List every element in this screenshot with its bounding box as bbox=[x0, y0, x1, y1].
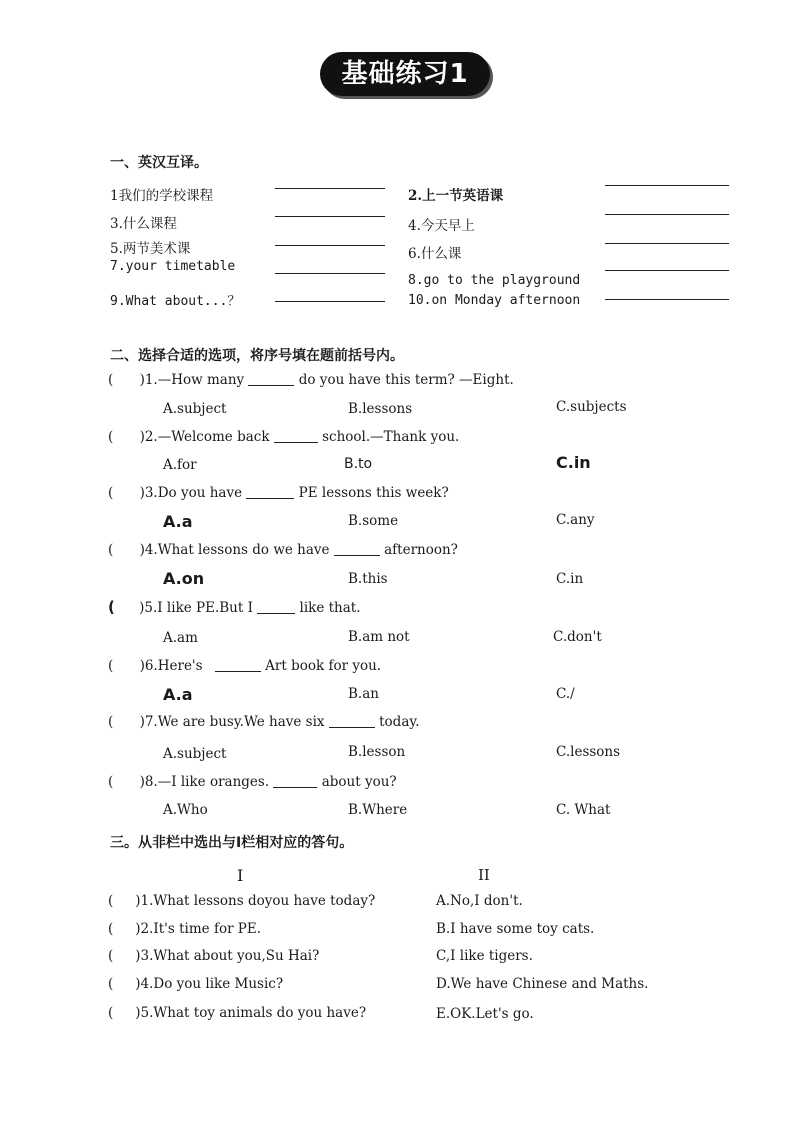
q5-option-b: B.am not bbox=[348, 629, 410, 645]
match-left-4-text: )4.Do you like Music? bbox=[135, 976, 284, 992]
s1-answer-line-6 bbox=[605, 243, 729, 244]
answer-bracket: ( bbox=[108, 658, 114, 674]
s1-item-10: 10.on Monday afternoon bbox=[408, 293, 581, 308]
q2-option-a: A.for bbox=[163, 457, 197, 473]
s1-item-5: 5.两节美术课 bbox=[110, 241, 191, 257]
q2-option-c: C.in bbox=[556, 453, 591, 472]
q2-stem-post: school.—Thank you. bbox=[322, 429, 460, 445]
q7-option-a: A.subject bbox=[163, 746, 227, 762]
match-right-c: C,I like tigers. bbox=[436, 948, 533, 964]
q5-option-c: C.don't bbox=[553, 629, 602, 645]
q3-blank bbox=[246, 485, 294, 499]
section2-heading: 二、选择合适的选项，将序号填在题前括号内。 bbox=[110, 348, 404, 364]
question-6 bbox=[108, 658, 381, 674]
answer-bracket: ( bbox=[108, 774, 114, 790]
page-title: 基础练习1 bbox=[341, 59, 469, 89]
s1-item-6: 6.什么课 bbox=[408, 246, 462, 262]
answer-bracket: ( bbox=[108, 921, 114, 937]
s1-item-9: 9.What about...？ bbox=[110, 294, 241, 309]
q6-option-b: B.an bbox=[348, 686, 379, 702]
match-left-2 bbox=[108, 921, 261, 937]
q2-blank bbox=[274, 429, 318, 443]
q7-blank bbox=[329, 714, 375, 728]
match-left-3-text: )3.What about you,Su Hai? bbox=[135, 948, 320, 964]
s1-answer-line-7 bbox=[275, 273, 385, 274]
q5-stem-pre: )5.I like PE.But I bbox=[139, 600, 253, 616]
s1-item-4: 4.今天早上 bbox=[408, 218, 475, 234]
q8-option-b: B.Where bbox=[348, 802, 408, 818]
q5-option-a: A.am bbox=[163, 630, 198, 646]
q3-option-c: C.any bbox=[556, 512, 595, 528]
q6-stem-pre: )6.Here's bbox=[139, 658, 203, 674]
q7-option-c: C.lessons bbox=[556, 744, 621, 760]
q4-stem-pre: )4.What lessons do we have bbox=[139, 542, 330, 558]
question-8 bbox=[108, 774, 397, 790]
q1-option-a: A.subject bbox=[163, 401, 227, 417]
q8-option-a: A.Who bbox=[163, 802, 208, 818]
question-7 bbox=[108, 714, 420, 730]
question-5 bbox=[108, 598, 361, 616]
question-4 bbox=[108, 542, 458, 558]
s1-item-2: 2.上一节英语课 bbox=[408, 188, 504, 204]
q1-stem-post: do you have this term? —Eight. bbox=[298, 372, 514, 388]
q4-option-b: B.this bbox=[348, 571, 388, 587]
s1-answer-line-1 bbox=[275, 188, 385, 189]
s1-answer-line-9 bbox=[275, 301, 385, 302]
q6-stem-post: Art book for you. bbox=[265, 658, 382, 674]
answer-bracket: ( bbox=[108, 372, 114, 388]
q1-option-c: C.subjects bbox=[556, 399, 627, 415]
section1-heading: 一、英汉互译。 bbox=[110, 155, 208, 171]
q2-option-b: B.to bbox=[344, 456, 373, 472]
column-ii-header: II bbox=[478, 866, 490, 884]
q7-option-b: B.lesson bbox=[348, 744, 406, 760]
question-3 bbox=[108, 485, 449, 501]
match-right-d: D.We have Chinese and Maths. bbox=[436, 976, 649, 992]
match-left-5-text: )5.What toy animals do you have? bbox=[135, 1005, 367, 1021]
q3-option-b: B.some bbox=[348, 513, 399, 529]
section3-heading: 三。从非栏中选出与I栏相对应的答句。 bbox=[110, 835, 354, 851]
q1-blank bbox=[248, 372, 294, 386]
answer-bracket: ( bbox=[108, 542, 114, 558]
s1-item-1: 1我们的学校课程 bbox=[110, 188, 214, 204]
match-right-e: E.OK.Let's go. bbox=[436, 1006, 534, 1022]
match-left-1-text: )1.What lessons doyou have today? bbox=[135, 893, 376, 909]
s1-answer-line-3 bbox=[275, 216, 385, 217]
q8-option-c: C. What bbox=[556, 802, 611, 818]
match-left-4 bbox=[108, 976, 283, 992]
s1-item-7: 7.your timetable bbox=[110, 259, 236, 274]
s1-answer-line-2 bbox=[605, 185, 729, 186]
match-right-a: A.No,I don't. bbox=[436, 893, 523, 909]
answer-bracket: ( bbox=[108, 893, 114, 909]
match-left-5 bbox=[108, 1005, 366, 1021]
q2-stem-pre: )2.—Welcome back bbox=[139, 429, 270, 445]
answer-bracket: ( bbox=[108, 714, 114, 730]
q6-option-c: C./ bbox=[556, 686, 575, 702]
q4-option-a: A.on bbox=[163, 569, 205, 588]
q4-option-c: C.in bbox=[556, 571, 584, 587]
question-1 bbox=[108, 372, 514, 388]
answer-bracket: ( bbox=[108, 485, 114, 501]
q7-stem-pre: )7.We are busy.We have six bbox=[139, 714, 325, 730]
s1-answer-line-10 bbox=[605, 299, 729, 300]
answer-bracket: ( bbox=[108, 1005, 114, 1021]
match-right-b: B.I have some toy cats. bbox=[436, 921, 595, 937]
match-left-2-text: )2.It's time for PE. bbox=[135, 921, 262, 937]
q6-blank bbox=[215, 658, 261, 672]
s1-answer-line-5 bbox=[275, 245, 385, 246]
q8-stem-post: about you? bbox=[321, 774, 397, 790]
answer-bracket: ( bbox=[108, 598, 115, 616]
column-i-header: I bbox=[237, 866, 244, 885]
q4-blank bbox=[334, 542, 380, 556]
q4-stem-post: afternoon? bbox=[384, 542, 458, 558]
answer-bracket: ( bbox=[108, 948, 114, 964]
s1-answer-line-8 bbox=[605, 270, 729, 271]
q1-option-b: B.lessons bbox=[348, 401, 413, 417]
question-2 bbox=[108, 429, 459, 445]
q3-option-a: A.a bbox=[163, 512, 193, 531]
q5-blank bbox=[257, 600, 295, 614]
q8-stem-pre: )8.—I like oranges. bbox=[139, 774, 270, 790]
match-left-3 bbox=[108, 948, 319, 964]
answer-bracket: ( bbox=[108, 429, 114, 445]
match-left-1 bbox=[108, 893, 375, 909]
s1-item-8: 8.go to the playground bbox=[408, 273, 581, 288]
q5-stem-post: like that. bbox=[299, 600, 361, 616]
q8-blank bbox=[273, 774, 317, 788]
s1-answer-line-4 bbox=[605, 214, 729, 215]
q3-stem-pre: )3.Do you have bbox=[139, 485, 243, 501]
q6-option-a: A.a bbox=[163, 685, 193, 704]
answer-bracket: ( bbox=[108, 976, 114, 992]
q1-stem-pre: )1.—How many bbox=[139, 372, 245, 388]
q7-stem-post: today. bbox=[379, 714, 420, 730]
s1-item-3: 3.什么课程 bbox=[110, 216, 177, 232]
q3-stem-post: PE lessons this week? bbox=[298, 485, 449, 501]
